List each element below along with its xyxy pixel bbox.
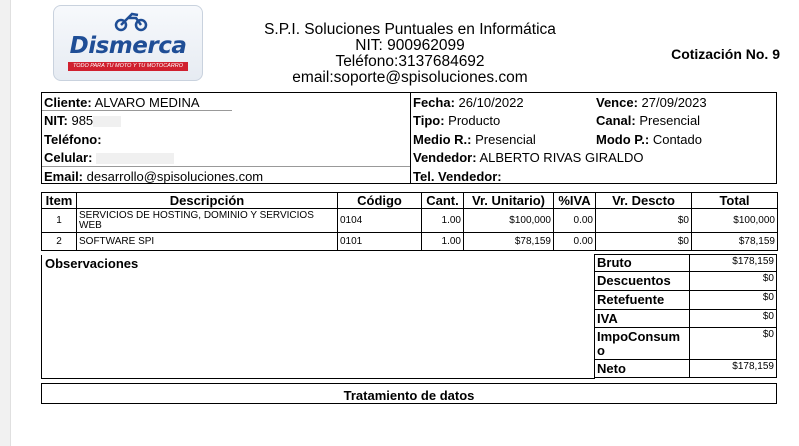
total-value: $0: [690, 310, 777, 328]
cell-discount: $0: [596, 209, 692, 233]
totals-row: [595, 328, 777, 360]
cell-discount: $0: [596, 233, 692, 251]
cell-vat: 0.00: [554, 209, 596, 233]
table-row: [42, 209, 778, 233]
logo-wordmark: Dismerca: [69, 33, 187, 59]
quote-payment-mode: Modo P.: Contado: [596, 132, 702, 147]
col-header-vat: %IVA: [554, 193, 596, 209]
client-email: Email: desarrollo@spisoluciones.com: [44, 169, 264, 184]
cell-total: $100,000: [692, 209, 778, 233]
total-label: Descuentos: [595, 272, 690, 291]
total-label: Bruto: [595, 255, 690, 272]
total-value: $0: [690, 272, 777, 291]
col-header-qty: Cant.: [422, 193, 464, 209]
quote-seller: Vendedor: ALBERTO RIVAS GIRALDO: [413, 150, 644, 165]
column-divider: [410, 93, 411, 183]
company-name: S.P.I. Soluciones Puntuales en Informática: [264, 21, 556, 38]
total-label: ImpoConsumo: [595, 328, 690, 360]
cell-qty: 1.00: [422, 209, 464, 233]
col-header-total: Total: [692, 193, 778, 209]
totals-row: [595, 255, 777, 272]
logo-slogan: TODO PARA TU MOTO Y TU MOTOCARRO: [68, 62, 188, 71]
cell-unit-price: $78,159: [464, 233, 554, 251]
company-info: [245, 22, 575, 86]
cell-item: 2: [42, 233, 77, 251]
observations-title: Observaciones: [45, 256, 139, 271]
quote-number: Cotización No. 9: [671, 46, 780, 62]
redacted-field: [96, 153, 174, 164]
total-label: Neto: [595, 360, 690, 378]
data-treatment-section: Tratamiento de datos: [41, 383, 777, 404]
company-nit: NIT: 900962099: [355, 37, 465, 54]
totals-row: [595, 360, 777, 378]
cell-code: 0101: [338, 233, 422, 251]
col-header-code: Código: [338, 193, 422, 209]
cell-qty: 1.00: [422, 233, 464, 251]
col-header-item: Item: [42, 193, 77, 209]
table-row: [42, 233, 778, 251]
quote-date: Fecha: 26/10/2022: [413, 95, 524, 110]
cell-total: $78,159: [692, 233, 778, 251]
client-name: Cliente: ALVARO MEDINA: [44, 95, 200, 110]
totals-row: [595, 291, 777, 310]
total-label: IVA: [595, 310, 690, 328]
quote-medium: Medio R.: Presencial: [413, 132, 536, 147]
client-phone: Teléfono:: [44, 132, 102, 147]
table-header-row: [42, 193, 778, 209]
col-header-description: Descripción: [77, 193, 338, 209]
client-info-box: [41, 92, 777, 184]
quote-type: Tipo: Producto: [413, 113, 501, 128]
company-email: email:soporte@spisoluciones.com: [292, 69, 528, 86]
left-scroll-gutter: [0, 0, 11, 446]
observations-box: [41, 255, 595, 379]
cell-item: 1: [42, 209, 77, 233]
row-divider: [42, 166, 410, 167]
totals-row: [595, 310, 777, 328]
quote-channel: Canal: Presencial: [596, 113, 701, 128]
totals-table: [594, 254, 777, 378]
redacted-field: [93, 116, 121, 127]
client-cell: Celular:: [44, 149, 174, 166]
company-phone: Teléfono:3137684692: [335, 53, 485, 70]
col-header-discount: Vr. Descto: [596, 193, 692, 209]
cell-description: SOFTWARE SPI: [77, 233, 338, 251]
cell-vat: 0.00: [554, 233, 596, 251]
total-label: Retefuente: [595, 291, 690, 310]
totals-row: [595, 272, 777, 291]
items-table: [41, 192, 778, 251]
seller-phone: Tel. Vendedor:: [413, 169, 502, 184]
quote-due: Vence: 27/09/2023: [596, 95, 707, 110]
cell-unit-price: $100,000: [464, 209, 554, 233]
cell-code: 0104: [338, 209, 422, 233]
total-value: $0: [690, 291, 777, 310]
col-header-unit-price: Vr. Unitario): [464, 193, 554, 209]
total-value: $178,159: [690, 360, 777, 378]
total-value: $178,159: [690, 255, 777, 272]
cell-description: SERVICIOS DE HOSTING, DOMINIO Y SERVICIOS WEB: [77, 209, 338, 233]
company-logo: [53, 5, 203, 81]
motorcycle-icon: [114, 12, 148, 32]
client-nit: NIT: 985: [44, 112, 121, 129]
total-value: $0: [690, 328, 777, 360]
